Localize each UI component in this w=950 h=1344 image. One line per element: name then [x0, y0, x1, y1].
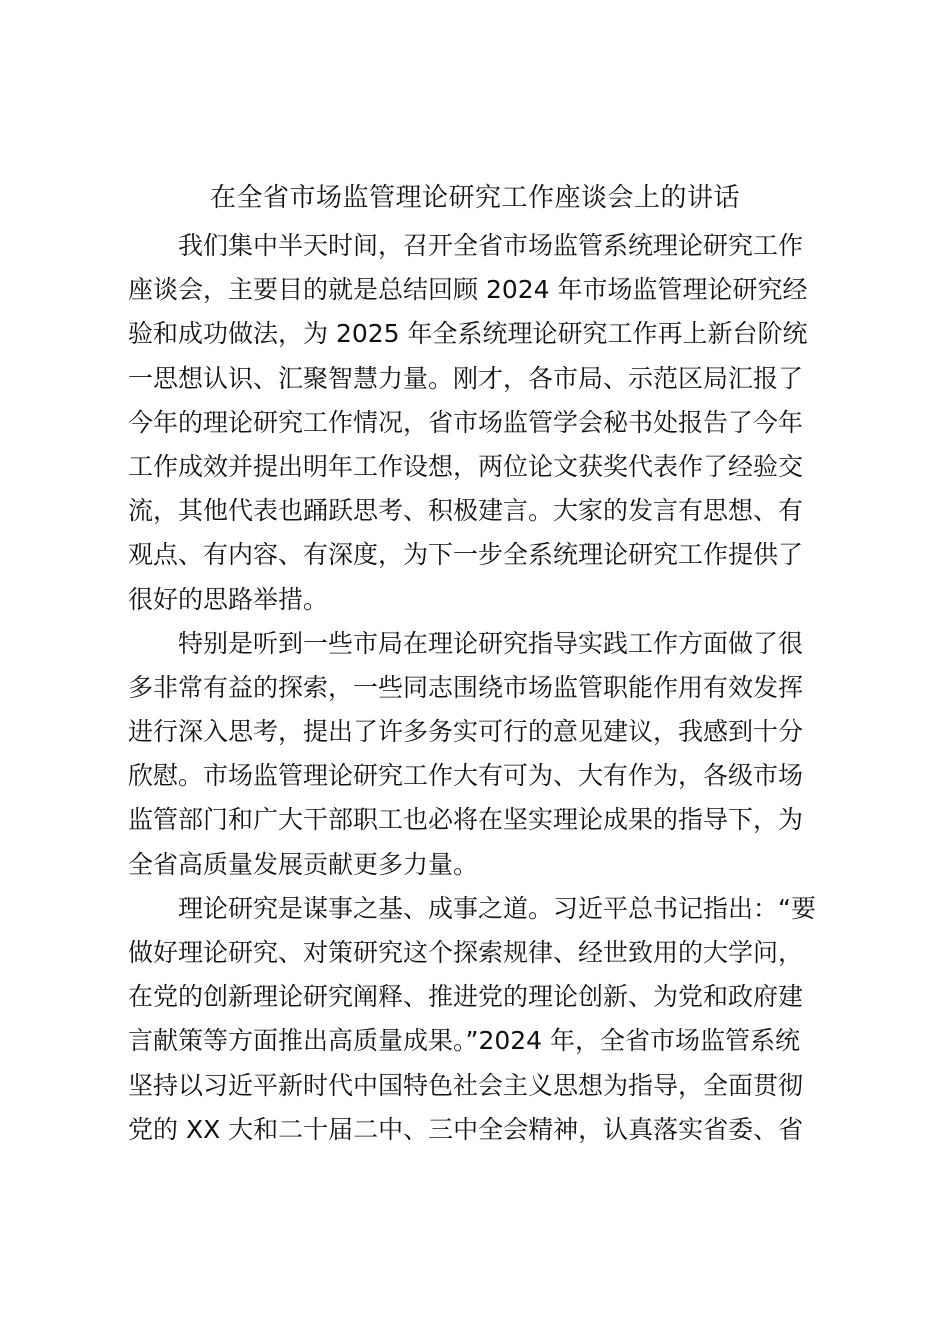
document-title: 在全省市场监管理论研究工作座谈会上的讲话 — [209, 183, 740, 213]
body-line: 验和成功做法，为 2025 年全系统理论研究工作再上新台阶统 — [128, 319, 808, 349]
body-line: 今年的理论研究工作情况，省市场监管学会秘书处报告了今年 — [128, 407, 804, 437]
body-line: 一思想认识、汇聚智慧力量。刚才，各市局、示范区局汇报了 — [128, 363, 804, 393]
body-line: 党的 XX 大和二十届二中、三中全会精神，认真落实省委、省 — [128, 1114, 804, 1144]
document-body — [128, 224, 828, 1152]
body-line: 很好的思路举措。 — [128, 584, 329, 614]
body-line: 理论研究是谋事之基、成事之道。习近平总书记指出：“要 — [178, 893, 816, 923]
body-line: 座谈会，主要目的就是总结回顾 2024 年市场监管理论研究经 — [128, 275, 808, 305]
body-line: 全省高质量发展贡献更多力量。 — [128, 849, 479, 879]
body-line: 言献策等方面推出高质量成果。”2024 年，全省市场监管系统 — [128, 1026, 801, 1056]
body-line: 坚持以习近平新时代中国特色社会主义思想为指导，全面贯彻 — [128, 1070, 804, 1100]
body-line: 观点、有内容、有深度，为下一步全系统理论研究工作提供了 — [128, 540, 804, 570]
body-line: 在党的创新理论研究阐释、推进党的理论创新、为党和政府建 — [128, 982, 804, 1012]
body-line: 流，其他代表也踊跃思考、积极建言。大家的发言有思想、有 — [128, 496, 804, 526]
body-line: 做好理论研究、对策研究这个探索规律、经世致用的大学问， — [128, 938, 804, 967]
body-line: 进行深入思考，提出了许多务实可行的意见建议，我感到十分 — [128, 717, 804, 747]
body-line: 多非常有益的探索，一些同志围绕市场监管职能作用有效发挥 — [128, 672, 804, 702]
body-line: 工作成效并提出明年工作设想，两位论文获奖代表作了经验交 — [128, 451, 804, 481]
body-line: 我们集中半天时间，召开全省市场监管系统理论研究工作 — [178, 231, 804, 260]
body-line: 欣慰。市场监管理论研究工作大有可为、大有作为，各级市场 — [128, 761, 804, 791]
body-line: 监管部门和广大干部职工也必将在坚实理论成果的指导下，为 — [128, 805, 804, 835]
body-line: 特别是听到一些市局在理论研究指导实践工作方面做了很 — [178, 628, 804, 658]
